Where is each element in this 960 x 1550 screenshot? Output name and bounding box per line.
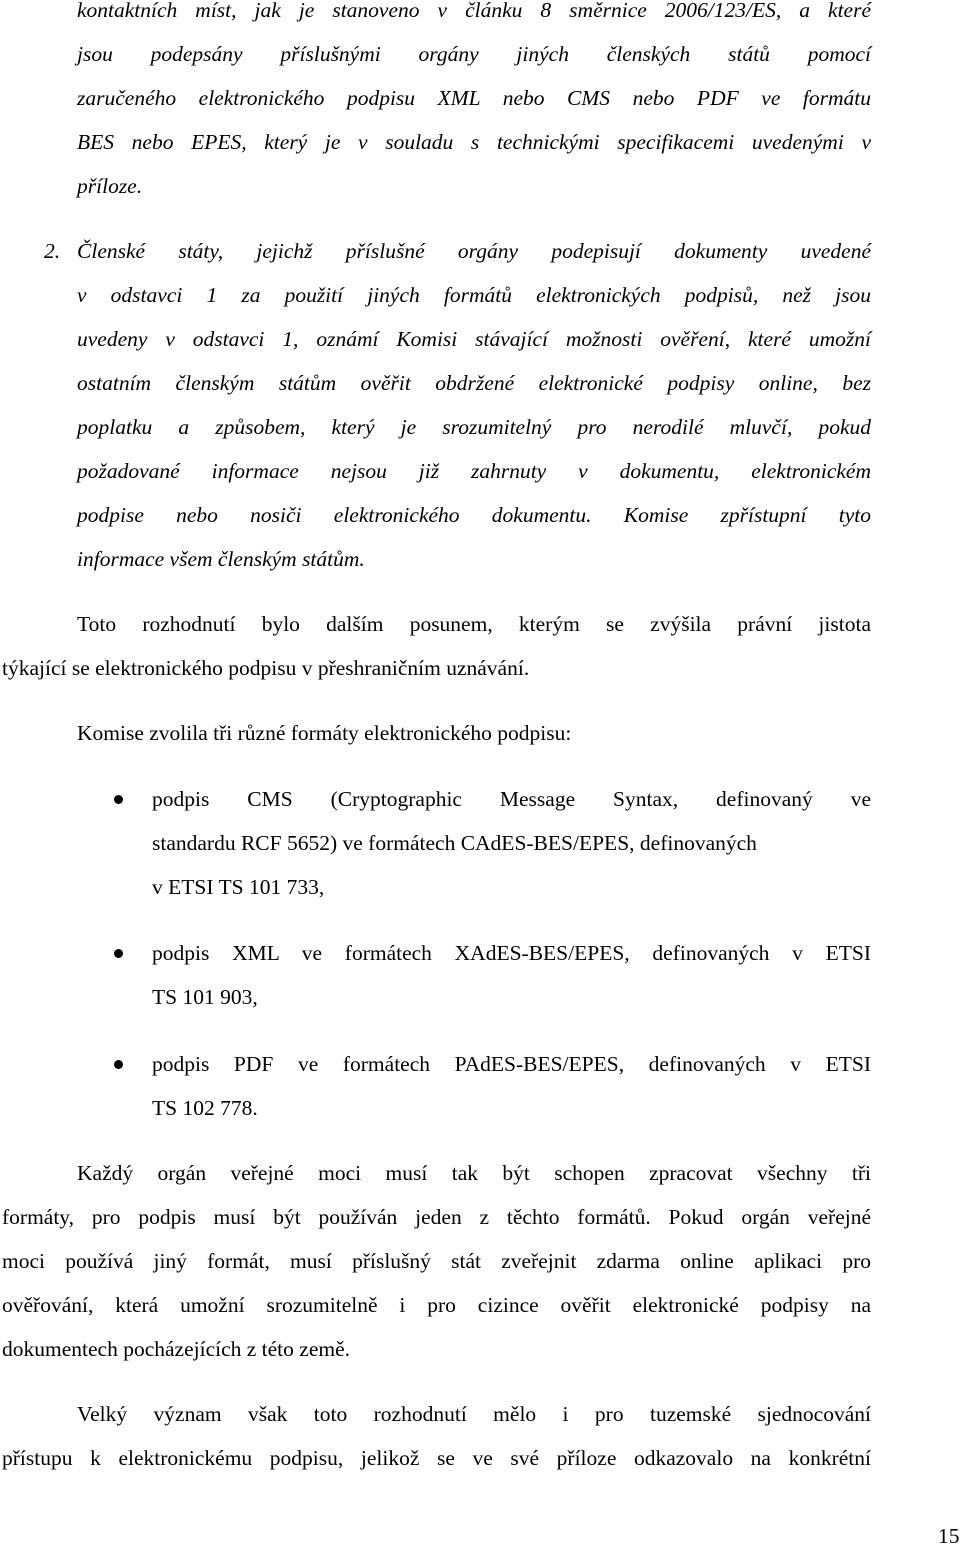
bullet-line: podpis XML ve formátech XAdES-BES/EPES, definovaných v ETSI: [152, 941, 871, 965]
bullet-line: podpis CMS (Cryptographic Message Syntax, definovaný ve: [152, 787, 871, 811]
item2-number: 2.: [44, 239, 61, 263]
bullet-line: podpis PDF ve formátech PAdES-BES/EPES, definovaných v ETSI: [152, 1052, 871, 1076]
para3-line: dokumentech pocházejících z této země.: [2, 1337, 351, 1361]
item2-line: v odstavci 1 za použití jiných formátů elektronických podpisů, než jsou: [77, 283, 871, 307]
para4-line: přístupu k elektronickému podpisu, jelikož se ve své příloze odkazovalo na konkrétní: [2, 1446, 871, 1470]
page-number: 15: [938, 1524, 960, 1548]
item2-line: požadované informace nejsou již zahrnuty v dokumentu, elektronickém: [77, 459, 871, 483]
item2-line: informace všem členským státům.: [77, 547, 365, 571]
bullet-line: TS 101 903,: [152, 985, 258, 1009]
bullet-dot: [114, 1060, 123, 1069]
para1-line: Toto rozhodnutí bylo dalším posunem, kterým se zvýšila právní jistota: [77, 612, 871, 636]
item1-line: jsou podepsány příslušnými orgány jiných členských států pomocí: [77, 42, 871, 66]
item2-line: ostatním členským státům ověřit obdržené elektronické podpisy online, bez: [77, 371, 871, 395]
para3-line: formáty, pro podpis musí být používán jeden z těchto formátů. Pokud orgán veřejné: [2, 1205, 871, 1229]
item1-line: BES nebo EPES, který je v souladu s technickými specifikacemi uvedenými v: [77, 130, 871, 154]
item1-line: kontaktních míst, jak je stanoveno v článku 8 směrnice 2006/123/ES, a které: [77, 0, 871, 22]
bullet-line: v ETSI TS 101 733,: [152, 875, 325, 899]
bullet-dot: [114, 795, 123, 804]
item2-line: podpise nebo nosiči elektronického dokumentu. Komise zpřístupní tyto: [77, 503, 871, 527]
para4-line: Velký význam však toto rozhodnutí mělo i pro tuzemské sjednocování: [77, 1402, 871, 1426]
item1-line: zaručeného elektronického podpisu XML nebo CMS nebo PDF ve formátu: [77, 86, 871, 110]
bullet-line: TS 102 778.: [152, 1096, 258, 1120]
item2-line: poplatku a způsobem, který je srozumitelný pro nerodilé mluvčí, pokud: [77, 415, 871, 439]
para1-line: týkající se elektronického podpisu v přeshraničním uznávání.: [2, 656, 530, 680]
bullet-dot: [114, 949, 123, 958]
para3-line: Každý orgán veřejné moci musí tak být schopen zpracovat všechny tři: [77, 1161, 871, 1185]
para3-line: moci používá jiný formát, musí příslušný stát zveřejnit zdarma online aplikaci pro: [2, 1249, 871, 1273]
item2-line: uvedeny v odstavci 1, oznámí Komisi stávající možnosti ověření, které umožní: [77, 327, 871, 351]
para2-line: Komise zvolila tři různé formáty elektronického podpisu:: [77, 721, 572, 745]
bullet-line: standardu RCF 5652) ve formátech CAdES-BES/EPES, definovaných: [152, 831, 757, 855]
item2-line: Členské státy, jejichž příslušné orgány podepisují dokumenty uvedené: [77, 239, 871, 263]
item1-line: příloze.: [77, 174, 143, 198]
para3-line: ověřování, která umožní srozumitelně i pro cizince ověřit elektronické podpisy na: [2, 1293, 871, 1317]
